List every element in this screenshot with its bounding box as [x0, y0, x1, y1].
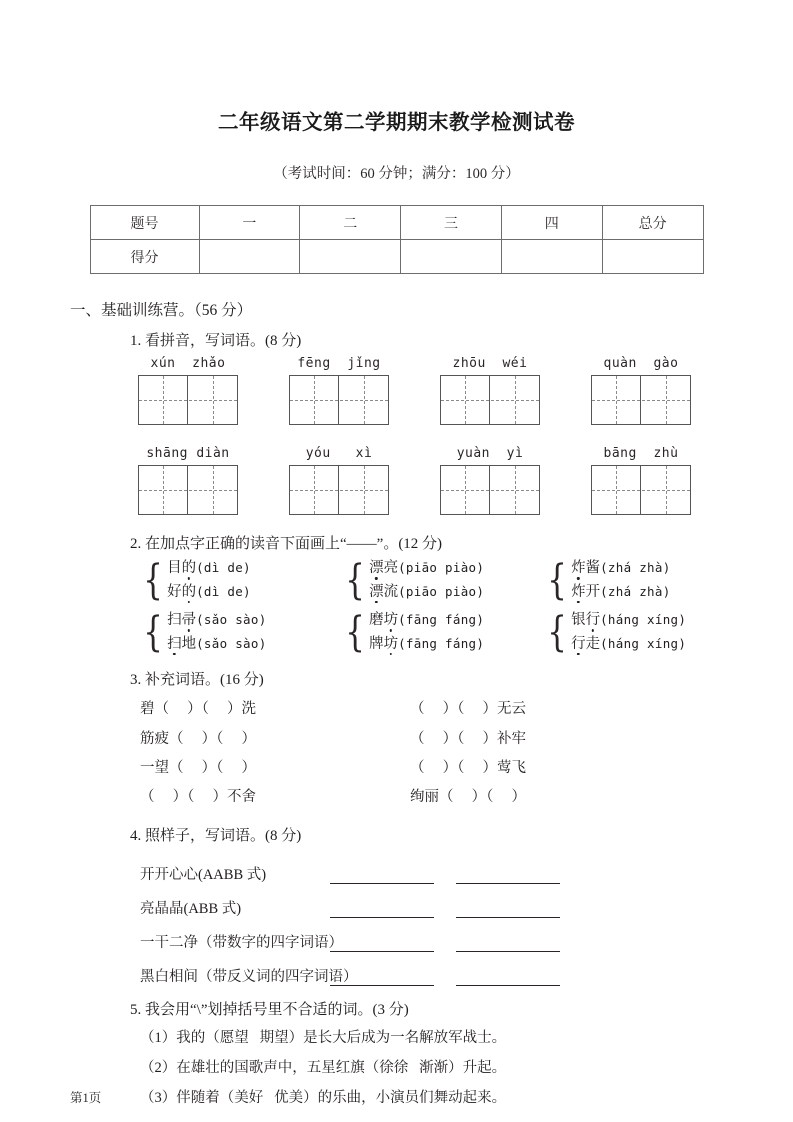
q2-char-post: 流	[383, 583, 399, 600]
brace-icon: {	[143, 556, 163, 605]
answer-blank[interactable]	[456, 934, 560, 952]
pinyin-label: zhōu wéi	[452, 356, 528, 371]
q2-pair-list	[369, 611, 484, 654]
grid-cell	[641, 466, 690, 514]
grid-cell	[290, 376, 339, 424]
question-5-area	[0, 1019, 793, 1114]
q2-pinyin: (háng xíng)	[600, 635, 687, 651]
grid-cell	[339, 376, 388, 424]
q2-brace-group	[342, 556, 544, 605]
grid-cell	[188, 376, 237, 424]
question-3-area	[0, 689, 793, 812]
q4-example-label: 黑白相间（带反义词的四字词语）	[140, 969, 358, 986]
section-heading-one: 一、基础训练营。（56 分）	[70, 302, 253, 319]
q2-option[interactable]	[167, 611, 266, 631]
q3-item-right[interactable]: （ ）（ ）莺飞	[410, 759, 526, 776]
pinyin-label: fēng jǐng	[297, 356, 381, 371]
pinyin-label: xún zhǎo	[150, 356, 226, 371]
grid-cell	[290, 466, 339, 514]
q2-dotted-char: 的	[182, 583, 197, 603]
pinyin-cellgroup	[440, 446, 591, 515]
q2-char-pre: 银	[571, 612, 586, 629]
q2-char-pre: 目	[167, 560, 182, 576]
grid-cell	[592, 466, 641, 514]
q2-option[interactable]	[369, 635, 484, 655]
q2-dotted-char: 炸	[571, 583, 586, 603]
q2-pinyin: (sǎo sào)	[196, 612, 267, 628]
q3-item-left[interactable]: 一望（ ）（ ）	[140, 759, 256, 776]
q3-row	[140, 725, 793, 754]
q2-option[interactable]	[571, 635, 686, 655]
pinyin-cellgroup	[138, 446, 289, 515]
q4-example-label: 亮晶晶(ABB 式)	[140, 901, 242, 918]
question-1-heading: 1. 看拼音，写词语。(8 分)	[130, 333, 302, 349]
q2-brace-group	[544, 608, 746, 657]
grid-cell	[441, 376, 490, 424]
exam-subtitle: （考试时间：60 分钟；满分：100 分）	[273, 166, 520, 182]
q2-pinyin: (zhá zhà)	[600, 560, 671, 575]
score-table-col-1: 一	[199, 206, 300, 240]
character-grid-box[interactable]	[289, 375, 389, 425]
grid-cell	[339, 466, 388, 514]
q4-example-label: 开开心心(AABB 式)	[140, 867, 267, 884]
q2-char-pre: 好	[167, 583, 182, 600]
pinyin-cellgroup	[289, 446, 440, 515]
answer-blank[interactable]	[456, 968, 560, 986]
q2-char-post: 亮	[383, 560, 399, 576]
score-table-col-4: 四	[501, 206, 602, 240]
score-table-col-2: 二	[300, 206, 401, 240]
answer-blank[interactable]	[330, 866, 434, 884]
q4-row	[140, 850, 793, 884]
q2-pair-list	[571, 559, 670, 602]
brace-icon: {	[547, 556, 567, 605]
pinyin-label: yóu xì	[305, 446, 373, 461]
pinyin-cellgroup	[440, 356, 591, 425]
question-4-heading: 4. 照样子，写词语。(8 分)	[130, 828, 302, 845]
brace-icon: {	[345, 608, 365, 657]
question-3-heading: 3. 补充词语。(16 分)	[130, 672, 264, 689]
score-table-label-score: 得分	[90, 240, 199, 274]
q2-row-2	[140, 608, 793, 657]
table-row-header	[90, 206, 703, 240]
grid-cell	[188, 466, 237, 514]
pinyin-cellgroup	[289, 356, 440, 425]
grid-cell	[139, 466, 188, 514]
pinyin-row-1	[138, 356, 793, 425]
page-title: 二年级语文第二学期期末教学检测试卷	[218, 110, 575, 134]
question-2-area	[0, 553, 793, 657]
q5-sentence[interactable]: （2）在雄壮的国歌声中，五星红旗（徐徐 渐渐）升起。	[140, 1060, 507, 1077]
grid-cell	[441, 466, 490, 514]
score-table-col-3: 三	[401, 206, 502, 240]
q2-dotted-char: 的	[182, 559, 197, 579]
q2-brace-group	[140, 608, 342, 657]
table-row-score	[90, 240, 703, 274]
q2-dotted-char: 炸	[571, 559, 586, 579]
pinyin-cellgroup	[591, 356, 742, 425]
q2-option[interactable]	[571, 611, 686, 631]
score-cell-1[interactable]	[199, 240, 300, 274]
grid-cell	[592, 376, 641, 424]
character-grid-box[interactable]	[591, 375, 691, 425]
q2-dotted-char: 行	[586, 611, 601, 631]
q3-item-left[interactable]: 筋疲（ ）（ ）	[140, 730, 256, 747]
q2-option[interactable]	[369, 583, 484, 603]
q2-brace-group	[544, 556, 746, 605]
q2-dotted-char: 行	[571, 635, 586, 655]
q2-dotted-char: 坊	[384, 611, 399, 631]
q2-dotted-char: 坊	[384, 635, 399, 655]
answer-blank[interactable]	[456, 900, 560, 918]
q2-pinyin: (dì de)	[196, 583, 251, 599]
q2-char-pre: 磨	[369, 612, 384, 629]
q2-char-post: 酱	[585, 560, 601, 576]
q2-option[interactable]	[167, 635, 266, 655]
score-cell-4[interactable]	[501, 240, 602, 274]
q3-item-right[interactable]: 绚丽（ ）（ ）	[410, 789, 526, 806]
page-number: 第1页	[70, 1091, 102, 1105]
score-table	[90, 205, 704, 274]
q2-pinyin: (zhá zhà)	[600, 583, 671, 599]
q2-brace-group	[140, 556, 342, 605]
character-grid-box[interactable]	[289, 465, 389, 515]
q2-option[interactable]	[369, 559, 484, 579]
q2-pinyin: (dì de)	[196, 560, 251, 575]
score-cell-3[interactable]	[401, 240, 502, 274]
q3-item-right[interactable]: （ ）（ ）无云	[410, 701, 526, 718]
character-grid-box[interactable]	[440, 465, 540, 515]
q2-option[interactable]	[571, 559, 670, 579]
question-5-heading: 5. 我会用“\”划掉括号里不合适的词。(3 分)	[130, 1002, 409, 1019]
score-table-label-number: 题号	[90, 206, 199, 240]
q2-pair-list	[167, 559, 251, 602]
q3-item-left[interactable]: 碧（ ）（ ）洗	[140, 701, 256, 718]
q2-dotted-char: 扫	[167, 635, 182, 655]
q2-option[interactable]	[369, 611, 484, 631]
character-grid-box[interactable]	[138, 465, 238, 515]
q2-pinyin: (sǎo sào)	[196, 635, 267, 651]
q2-char-post: 地	[181, 635, 197, 652]
q2-pair-list	[369, 559, 484, 602]
pinyin-label: shāng diàn	[146, 446, 230, 461]
question-1-grid-area	[0, 350, 793, 515]
character-grid-box[interactable]	[138, 375, 238, 425]
q2-pair-list	[571, 611, 686, 654]
grid-cell	[490, 376, 539, 424]
answer-blank[interactable]	[330, 968, 434, 986]
q2-option[interactable]	[167, 583, 251, 603]
q4-row	[140, 918, 793, 952]
score-table-col-total: 总分	[602, 206, 703, 240]
q2-pair-list	[167, 611, 266, 654]
pinyin-cellgroup	[138, 356, 289, 425]
answer-blank[interactable]	[330, 900, 434, 918]
q3-row	[140, 695, 793, 724]
answer-blank[interactable]	[456, 866, 560, 884]
pinyin-label: quàn gào	[603, 356, 679, 371]
grid-cell	[641, 376, 690, 424]
q2-pinyin: (piāo piào)	[398, 583, 485, 599]
q2-pinyin: (háng xíng)	[600, 612, 687, 628]
q2-pinyin: (piāo piào)	[398, 560, 485, 575]
answer-blank[interactable]	[330, 934, 434, 952]
pinyin-row-2	[138, 446, 793, 515]
q2-pinyin: (fāng fáng)	[398, 612, 485, 628]
q2-char-pre: 牌	[369, 635, 384, 652]
q5-sentence[interactable]: （1）我的（愿望 期望）是长大后成为一名解放军战士。	[140, 1030, 507, 1047]
brace-icon: {	[345, 556, 365, 605]
q4-example-label: 一干二净（带数字的四字词语）	[140, 935, 343, 952]
question-2-heading: 2. 在加点字正确的读音下面画上“——”。(12 分)	[130, 536, 443, 552]
brace-icon: {	[143, 608, 163, 657]
score-cell-total[interactable]	[602, 240, 703, 274]
q2-char-post: 开	[585, 583, 601, 600]
q2-char-post: 走	[585, 635, 601, 652]
q2-char-pre: 扫	[167, 612, 182, 629]
q2-option[interactable]	[167, 559, 251, 579]
q2-option[interactable]	[571, 583, 670, 603]
q3-item-right[interactable]: （ ）（ ）补牢	[410, 730, 526, 747]
question-4-area	[0, 845, 793, 986]
pinyin-label: bāng zhù	[603, 446, 679, 461]
q2-dotted-char: 漂	[369, 583, 384, 603]
q4-row	[140, 952, 793, 986]
q3-row	[140, 754, 793, 783]
score-table-wrapper	[0, 183, 793, 274]
brace-icon: {	[547, 608, 567, 657]
q2-dotted-char: 漂	[369, 559, 384, 579]
q3-row	[140, 783, 793, 812]
grid-cell	[490, 466, 539, 514]
q3-item-left[interactable]: （ ）（ ）不舍	[140, 789, 256, 806]
grid-cell	[139, 376, 188, 424]
pinyin-label: yuàn yì	[456, 446, 524, 461]
pinyin-cellgroup	[591, 446, 742, 515]
q5-sentence[interactable]: （3）伴随着（美好 优美）的乐曲，小演员们舞动起来。	[140, 1090, 507, 1107]
q4-row	[140, 884, 793, 918]
q2-row-1	[140, 556, 793, 605]
character-grid-box[interactable]	[591, 465, 691, 515]
q2-dotted-char: 帚	[182, 611, 197, 631]
character-grid-box[interactable]	[440, 375, 540, 425]
q2-brace-group	[342, 608, 544, 657]
q2-pinyin: (fāng fáng)	[398, 635, 485, 651]
score-cell-2[interactable]	[300, 240, 401, 274]
